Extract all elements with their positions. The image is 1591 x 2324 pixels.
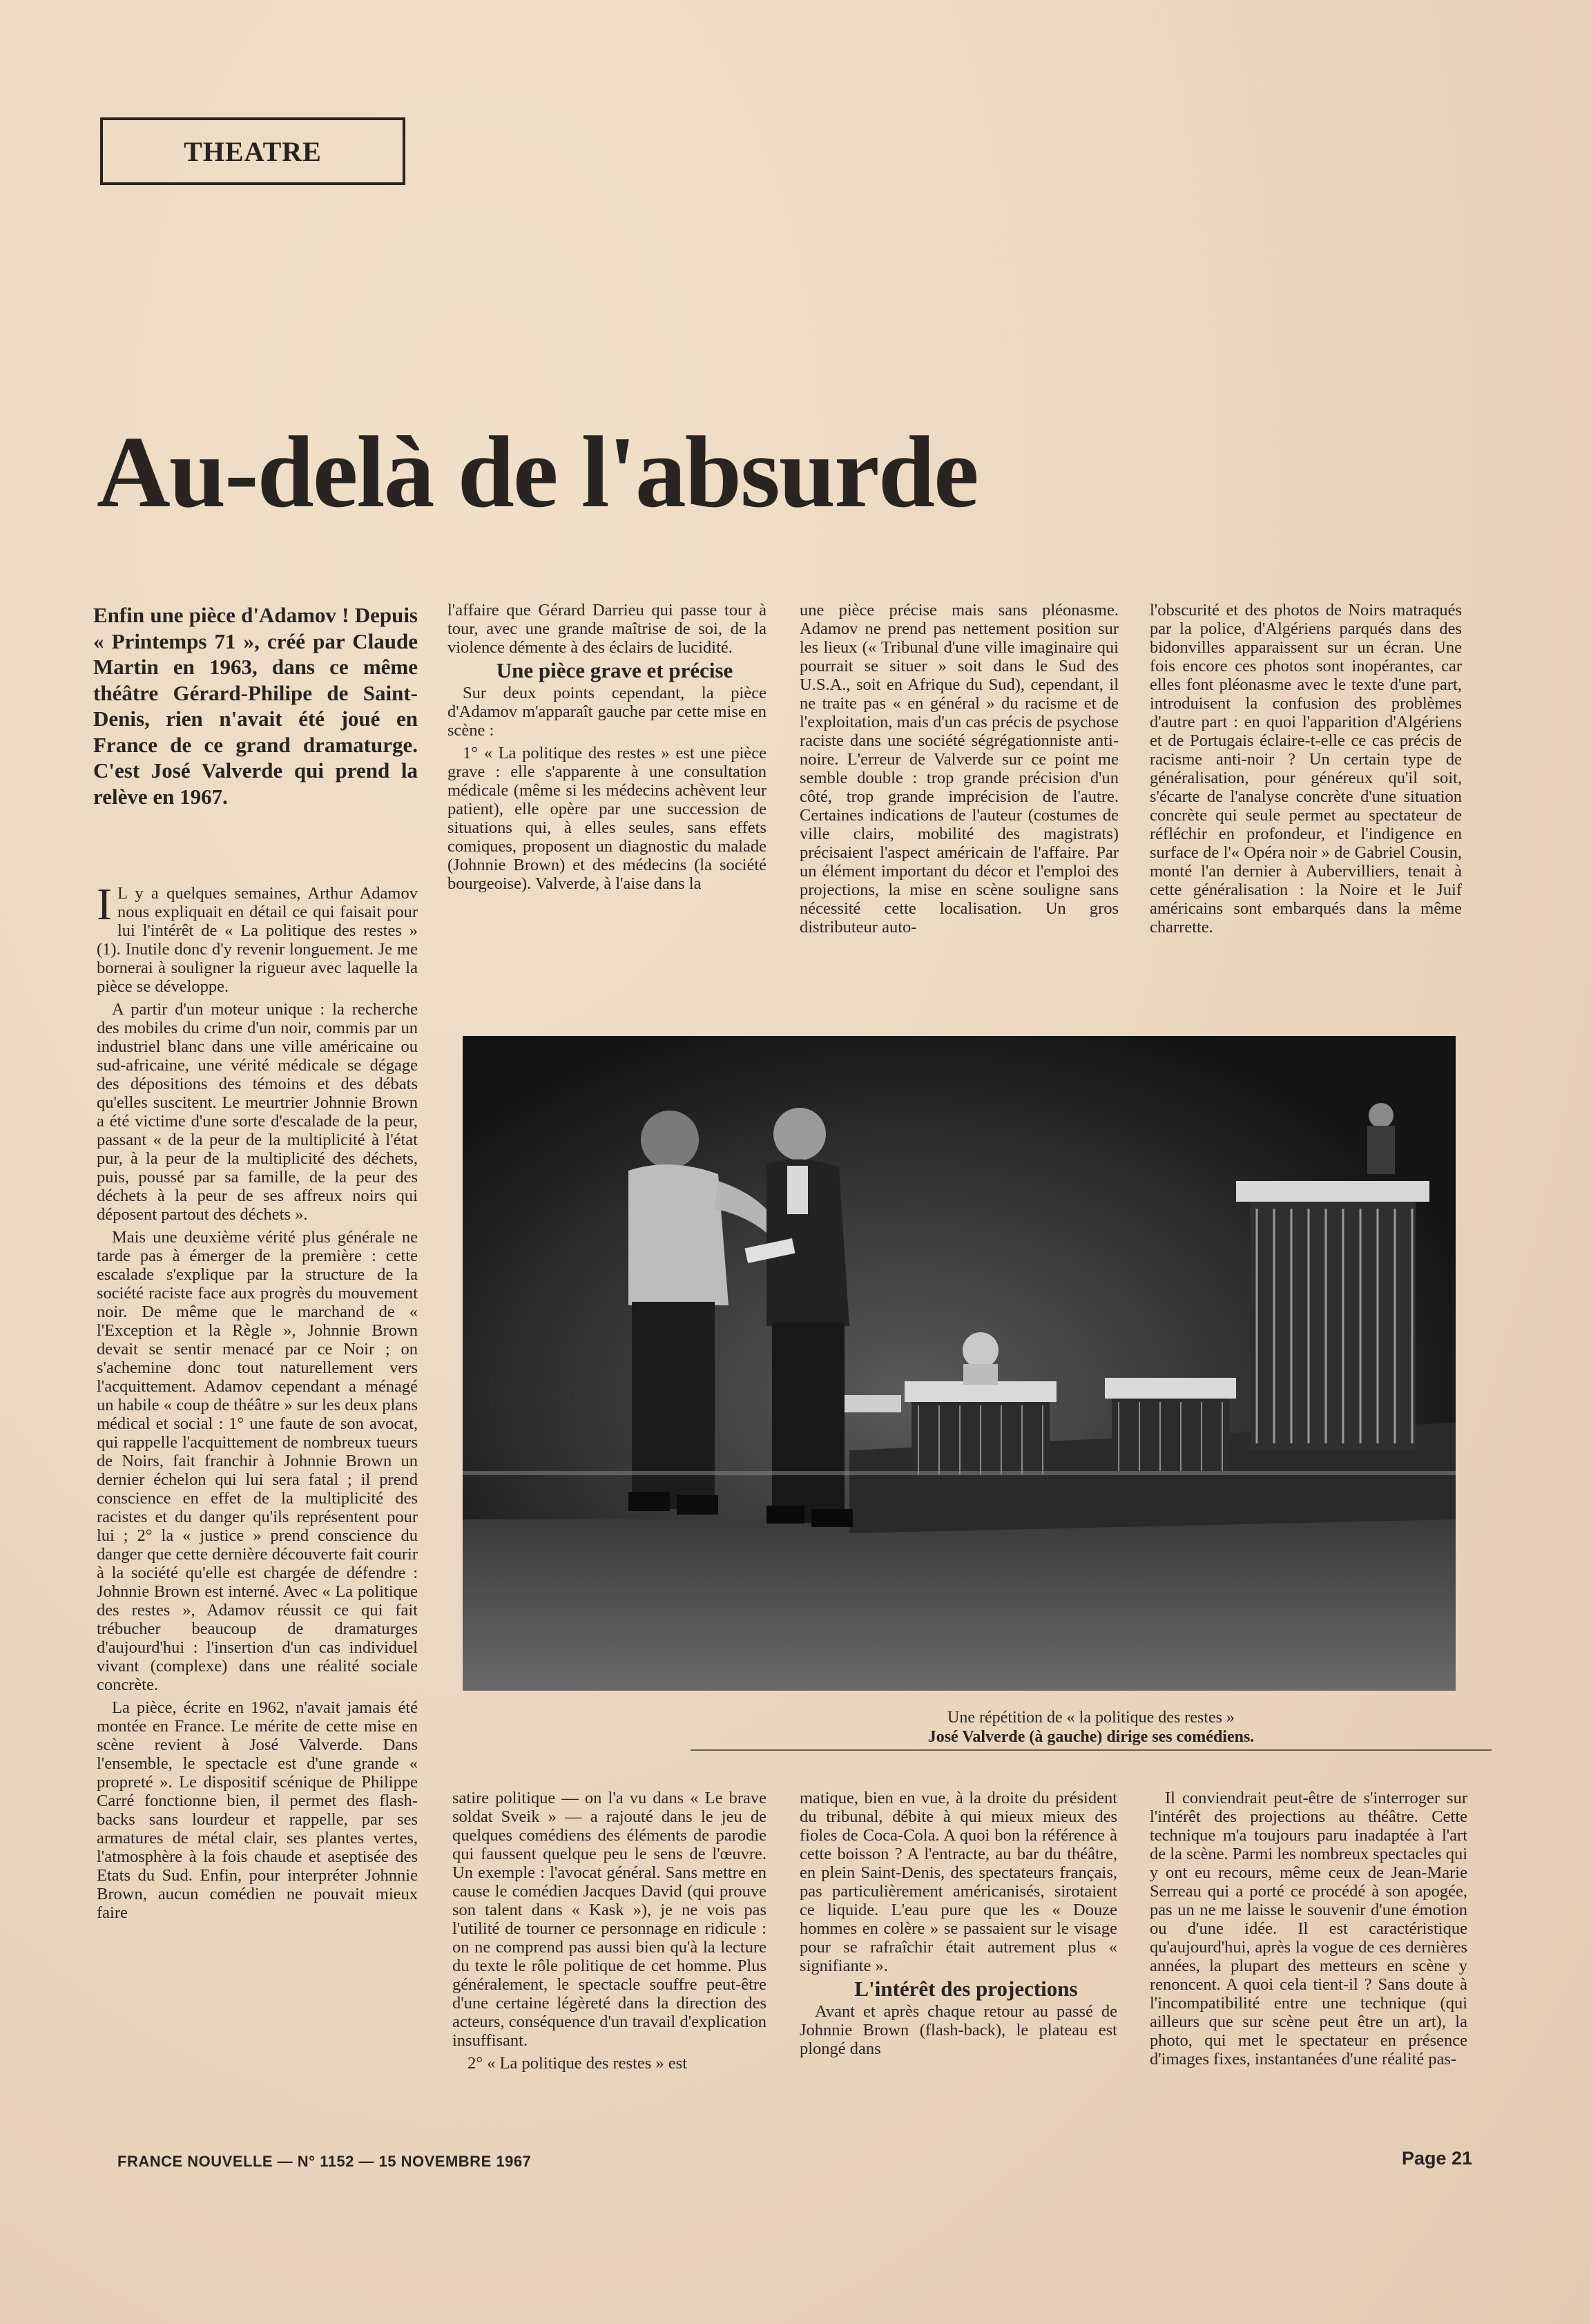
rehearsal-photo (463, 1036, 1456, 1691)
col2b-paragraph-2: 2° « La politique des restes » est (467, 2054, 688, 2073)
column-3-bottom (800, 1789, 1117, 2062)
headline: Au-delà de l'absurde (97, 416, 978, 529)
col2-paragraph-3: 1° « La politique des restes » est une pièce grave : elle s'apparente à une consultation médicale (même si les médecins achèvent leur patient), elle opère par une succession de situations qui, à elles seules, sans effets comiques, proposent un diagnostic du malade (Johnnie Brown) et des médecins (la société bourgeoise). Valverde, à l'aise dans la (447, 744, 766, 893)
col1-paragraph-2: A partir d'un moteur unique : la recherche des mobiles du crime d'un noir, commis par un industriel blanc dans une ville américaine ou sud-africaine, une vérité médicale se dégage des dépositions des témoins et des débats qu'elles suscitent. Le meurtrier Johnnie Brown a été victime d'une sorte d'escalade de la peur, passant « de la peur de la multiplicité à l'état pur, à la peur de la multiplicité des déchets, puis, poussé par sa famille, de la peur des déchets à la peur de ses affreux noirs qui déposent partout des déchets ». (97, 1000, 418, 1224)
col1-paragraph-1-text: L y a quelques semaines, Arthur Adamov nous expliquait en détail ce qui faisait pour lui l'intérêt de « La politique des restes » (1). Inutile donc d'y revenir longuement. Je me bornerai à souligner la rigueur avec laquelle la pièce se développe. (97, 884, 418, 996)
column-4-top (1150, 601, 1462, 941)
drop-cap: I (97, 879, 112, 930)
caption-line-1: Une répétition de « la politique des restes » (947, 1709, 1235, 1727)
col3b-subheading: L'intérêt des projections (854, 1977, 1078, 2001)
col1-paragraph-3: Mais une deuxième vérité plus générale ne tarde pas à émerger de la première : cette escalade s'explique par la structure de la société raciste face aux progrès du mouvement noir. De même que le marchand de « l'Exception et la Règle », Johnnie Brown devait se sentir menacé par ce Noir ; on s'achemine donc tout naturellement vers l'acquittement. Adamov cependant a ménagé un habile « coup de théâtre » sur les deux plans médical et social : 1° une faute de son avocat, qui rappelle l'acquittement de nombreux tueurs de Noirs, fait franchir à Johnnie Brown un dernier échelon qui lui sera fatal ; il prend conscience en effet de la multiplicité des racistes et du danger qu'ils représentent pour lui ; 2° la « justice » prend conscience du danger que cette dernière découverte fait courir à la société qu'elle est chargée de défendre : Johnnie Brown est interné. Avec « La politique des restes », Adamov réussit ce qui fait trébucher beaucoup de dramaturges d'aujourd'hui : l'insertion d'un cas individuel vivant (complexe) dans une réalité sociale concrète. (97, 1228, 418, 1694)
page-number: Page 21 (1402, 2148, 1473, 2169)
column-4-bottom (1150, 1789, 1467, 2073)
col4-paragraph-1: l'obscurité et des photos de Noirs matraqués par la police, d'Algériens parqués dans des bidonvilles apparaissent sur un écran. Une fois encore ces photos sont inopérantes, car elles font pléonasme avec le texte d'une part, introduisent la confusion des problèmes d'autre part : en quoi l'apparition d'Algériens et de Portugais éclaire-t-elle ce cas précis de racisme anti-noir ? Un certain type de généralisation, pour généreux qu'il soit, s'écarte de l'analyse concrète d'une situation concrète qui seule permet au spectateur de réfléchir en profondeur, et l'indigence en surface de l'« Opéra noir » de Gabriel Cousin, monté l'an dernier à Aubervilliers, tenait à cette généralisation : la Noire et le Juif américains sont embarqués dans la même charrette. (1150, 601, 1462, 937)
col3b-paragraph-1: matique, bien en vue, à la droite du président du tribunal, débite à qui mieux mieux des fioles de Coca-Cola. A quoi bon la référence à cette boisson ? A l'entracte, au bar du théâtre, en plein Saint-Denis, des spectateurs français, pas particulièrement américanisés, sirotaient ce liquide. L'eau pure que les « Douze hommes en colère » se passaient sur le visage pour se rafraîchir était autrement plus « signifiante ». (800, 1789, 1117, 1975)
col2-subheading: Une pièce grave et précise (496, 658, 733, 682)
lead-paragraph: Enfin une pièce d'Adamov ! Depuis « Printemps 71 », créé par Claude Martin en 1963, dans ce même théâtre Gérard-Philipe de Saint-Denis, rien n'avait été joué en France de ce grand dramaturge. C'est José Valverde qui prend la relève en 1967. (93, 603, 418, 809)
col3-paragraph-1: une pièce précise mais sans pléonasme. Adamov ne prend pas nettement position sur les lieux (« Tribunal d'une ville imaginaire qui pourrait se situer » soit dans le Sud des U.S.A., soit en Afrique du Sud), cependant, il ne traite pas « en général » du racisme et de l'exploitation, mais d'un cas précis de psychose raciste dans une société ségrégationniste anti-noire. L'erreur de Valverde sur ce point me semble double : trop grande précision d'un côté, trop grande imprécision de l'autre. Certaines indications de l'auteur (costumes de ville clairs, mobilité des magistrats) précisaient l'aspect américain de l'affaire. Par un élément important du décor et l'emploi des projections, la mise en scène souligne sans nécessité cette localisation. Un gros distributeur auto- (800, 601, 1119, 937)
publication-footer: FRANCE NOUVELLE — N° 1152 — 15 NOVEMBRE 1967 (117, 2153, 532, 2170)
column-3-top (800, 601, 1119, 941)
col2-paragraph-1: l'affaire que Gérard Darrieu qui passe tour à tour, avec une grande maîtrise de soi, de la violence démente à des éclairs de lucidité. (447, 601, 766, 657)
section-rubric: THEATRE (100, 117, 405, 185)
col4b-paragraph-1: Il conviendrait peut-être de s'interroger sur l'intérêt des projections au théâtre. Cette technique m'a toujours paru inadaptée à l'art de la scène. Parmi les nombreux spectacles qui y ont eu recours, même ceux de Jean-Marie Serreau qui a porté ce procédé à son apogée, pas un ne me laisse le souvenir d'une émotion ou d'une idée. Il est caractéristique qu'aujourd'hui, après la vogue de ces dernières années, la plupart des metteurs en scène y renoncent. A quoi cela tient-il ? Sans doute à l'incompatibilité entre une technique (qui ailleurs que sur scène peut être un art), la photo, qui met le spectateur en présence d'images fixes, instantanées d'une réalité pas- (1150, 1789, 1467, 2068)
col2b-paragraph-1: satire politique — on l'a vu dans « Le brave soldat Sveik » — a rajouté dans le jeu de quelques comédiens des éléments de parodie qui faussent quelque peu le sens de l'œuvre. Un exemple : l'avocat général. Sans mettre en cause le comédien Jacques David (qui prouve son talent dans « Kask »), je ne vois pas l'utilité de tourner ce personnage en ridicule : on ne comprend pas aussi bien qu'à la lecture du texte le rôle politique de cet homme. Plus généralement, le spectacle souffre peut-être d'une certaine légèreté dans la direction des acteurs, conséquence d'un travail d'explication insuffisant. (452, 1789, 766, 2050)
col2-paragraph-2: Sur deux points cependant, la pièce d'Adamov m'apparaît gauche par cette mise en scène : (447, 684, 766, 740)
col3b-paragraph-2: Avant et après chaque retour au passé de Johnnie Brown (flash-back), le plateau est plongé dans (800, 2002, 1117, 2058)
caption-line-2: José Valverde (à gauche) dirige ses comédiens. (927, 1728, 1255, 1746)
caption-rule (691, 1749, 1492, 1751)
column-2-bottom (452, 1789, 766, 2077)
col1-paragraph-4: La pièce, écrite en 1962, n'avait jamais été montée en France. Le mérite de cette mise en scène revient à José Valverde. Dans l'ensemble, le spectacle est d'une grande « propreté ». Le dispositif scénique de Philippe Carré fonctionne bien, il permet des flash-backs sans lourdeur et rappelle, par ses armatures de métal clair, ses plantes vertes, l'atmosphère à la fois chaude et aseptisée des Etats du Sud. Enfin, pour interpréter Johnnie Brown, aucun comédien ne pouvait mieux faire (97, 1698, 418, 1922)
col1-paragraph-1 (97, 879, 418, 996)
column-1 (97, 879, 418, 1926)
rehearsal-photo-image (463, 1036, 1456, 1691)
column-2-top (447, 601, 766, 897)
photo-caption (691, 1708, 1492, 1747)
